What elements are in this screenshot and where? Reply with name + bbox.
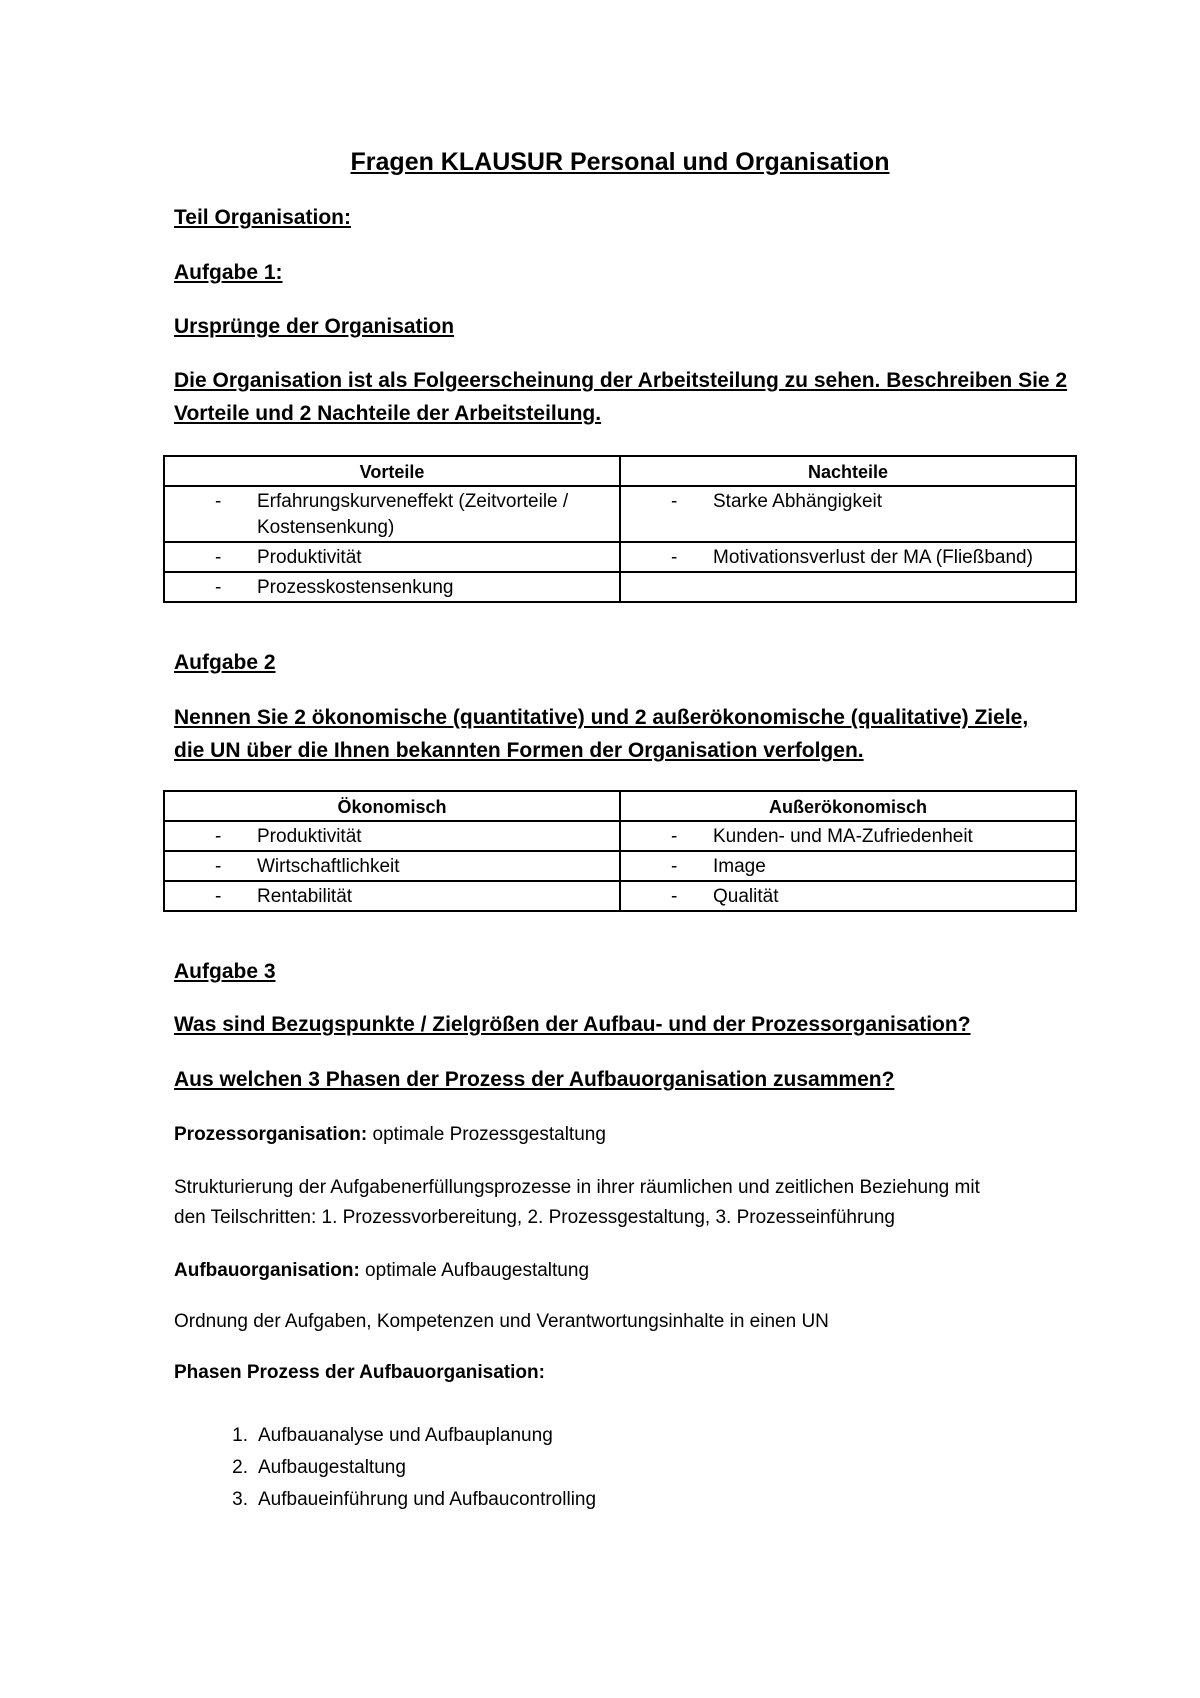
page-title: Fragen KLAUSUR Personal und Organisation <box>350 148 890 176</box>
list-number: 1. <box>232 1425 248 1446</box>
aufgabe-1-heading: Aufgabe 1: <box>174 261 283 284</box>
cell-text: Prozesskostensenkung <box>257 577 454 598</box>
table-row <box>164 572 1076 602</box>
aufgabe-3-question-2: Aus welchen 3 Phasen der Prozess der Aufbauorganisation zusammen? <box>174 1068 895 1091</box>
table-cell <box>164 572 620 602</box>
list-dash: - <box>215 886 222 907</box>
phasen-label-text: Phasen Prozess der Aufbauorganisation: <box>174 1362 545 1383</box>
table-cell <box>164 881 620 911</box>
cell-text: Rentabilität <box>257 886 353 907</box>
phasen-label <box>174 1358 545 1388</box>
prozessorganisation-line <box>174 1120 606 1150</box>
table-cell <box>620 821 1076 851</box>
aufbauorganisation-line <box>174 1256 589 1286</box>
table-header-row <box>164 791 1076 821</box>
column-header-oekonomisch: Ökonomisch <box>164 791 620 821</box>
table-row <box>164 542 1076 572</box>
list-dash: - <box>215 547 222 568</box>
list-dash: - <box>671 856 678 877</box>
cell-text: Qualität <box>713 886 779 907</box>
aufbauorganisation-description: Ordnung der Aufgaben, Kompetenzen und Verantwortungsinhalte in einen UN <box>174 1311 829 1332</box>
table-cell <box>620 542 1076 572</box>
prozess-desc-line-2: den Teilschritten: 1. Prozessvorbereitung, 2. Prozessgestaltung, 3. Prozesseinführung <box>174 1207 895 1228</box>
list-number: 3. <box>232 1489 248 1510</box>
list-dash: - <box>215 577 222 598</box>
aufgabe-1-question-line-1: Die Organisation ist als Folgeerscheinung der Arbeitsteilung zu sehen. Beschreiben Sie 2 <box>174 369 1068 392</box>
table-row <box>164 851 1076 881</box>
cell-text: Produktivität <box>257 547 362 568</box>
list-dash: - <box>215 856 222 877</box>
aufgabe-2-question <box>174 701 1094 767</box>
list-number: 2. <box>232 1457 248 1478</box>
list-item-text: Aufbauanalyse und Aufbauplanung <box>258 1425 553 1446</box>
table-row <box>164 821 1076 851</box>
list-dash: - <box>215 491 222 512</box>
cell-text: Wirtschaftlichkeit <box>257 856 400 877</box>
aufgabe-2-question-line-2: die UN über die Ihnen bekannten Formen der Organisation verfolgen. <box>174 739 864 762</box>
table-cell <box>164 486 620 542</box>
list-item <box>174 1452 596 1484</box>
table-header-row <box>164 456 1076 486</box>
table-cell <box>620 486 1076 542</box>
cell-text: Image <box>713 856 766 877</box>
phasen-list <box>174 1420 596 1516</box>
section-heading: Teil Organisation: <box>174 206 351 229</box>
table-cell <box>620 851 1076 881</box>
aufgabe-3-question-1: Was sind Bezugspunkte / Zielgrößen der Aufbau- und der Prozessorganisation? <box>174 1013 971 1036</box>
column-header-vorteile: Vorteile <box>164 456 620 486</box>
list-item <box>174 1484 596 1516</box>
vorteile-nachteile-table <box>163 455 1077 603</box>
column-header-ausseroekonomisch: Außerökonomisch <box>620 791 1076 821</box>
cell-text: Erfahrungskurveneffekt (Zeitvorteile / Kostensenkung) <box>257 491 569 538</box>
cell-text: Kunden- und MA-Zufriedenheit <box>713 826 973 847</box>
list-dash: - <box>671 491 678 512</box>
list-item <box>174 1420 596 1452</box>
aufgabe-3-heading: Aufgabe 3 <box>174 960 276 983</box>
prozessorganisation-description <box>174 1173 980 1233</box>
table-cell <box>164 542 620 572</box>
aufbauorganisation-text: optimale Aufbaugestaltung <box>359 1260 590 1281</box>
table-row <box>164 881 1076 911</box>
aufgabe-2-heading: Aufgabe 2 <box>174 651 276 674</box>
table-row <box>164 486 1076 542</box>
list-dash: - <box>671 886 678 907</box>
prozessorganisation-label: Prozessorganisation: <box>174 1124 368 1145</box>
cell-text: Motivationsverlust der MA (Fließband) <box>713 547 1033 568</box>
column-header-nachteile: Nachteile <box>620 456 1076 486</box>
list-dash: - <box>671 547 678 568</box>
list-item-text: Aufbaugestaltung <box>258 1457 406 1478</box>
table-cell <box>620 881 1076 911</box>
aufgabe-1-question <box>174 364 1094 430</box>
prozess-desc-line-1: Strukturierung der Aufgabenerfüllungsprozesse in ihrer räumlichen und zeitlichen Beziehung mit <box>174 1177 980 1198</box>
aufbauorganisation-label: Aufbauorganisation: <box>174 1260 360 1281</box>
list-dash: - <box>215 826 222 847</box>
prozessorganisation-text: optimale Prozessgestaltung <box>367 1124 606 1145</box>
table-cell-empty <box>620 572 1076 602</box>
cell-text: Produktivität <box>257 826 362 847</box>
ziele-table <box>163 790 1077 912</box>
table-cell <box>164 851 620 881</box>
aufgabe-1-question-line-2: Vorteile und 2 Nachteile der Arbeitsteilung. <box>174 402 602 425</box>
list-item-text: Aufbaueinführung und Aufbaucontrolling <box>258 1489 597 1510</box>
cell-text: Starke Abhängigkeit <box>713 491 883 512</box>
aufgabe-2-question-line-1: Nennen Sie 2 ökonomische (quantitative) und 2 außerökonomische (qualitative) Ziele, <box>174 706 1029 729</box>
aufgabe-1-subheading: Ursprünge der Organisation <box>174 315 455 338</box>
list-dash: - <box>671 826 678 847</box>
table-cell <box>164 821 620 851</box>
